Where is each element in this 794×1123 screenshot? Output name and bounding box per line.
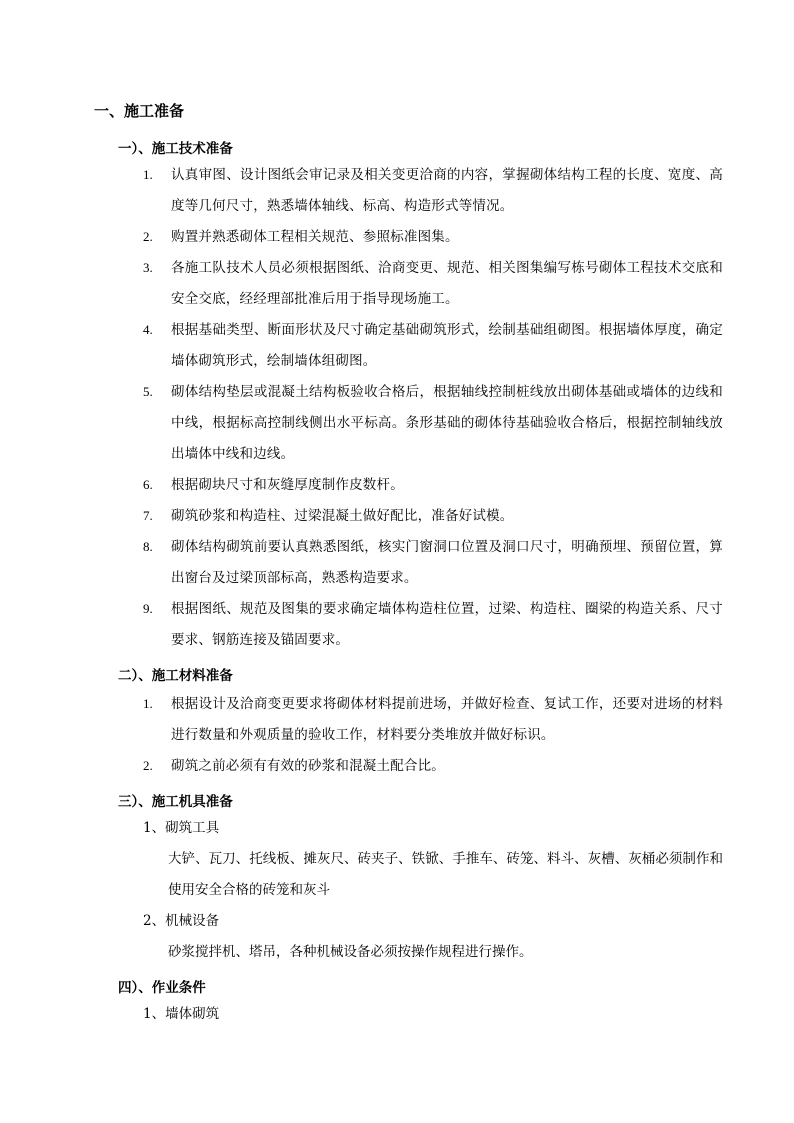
list-item xyxy=(143,501,723,532)
item-number: 6. xyxy=(143,477,153,492)
list-item xyxy=(143,689,723,751)
list-item xyxy=(143,751,723,782)
item-text: 根据基础类型、断面形状及尺寸确定基础砌筑形式，绘制基础组砌图。根据墙体厚度，确定墙体砌筑形式，绘制墙体组砌图。 xyxy=(171,322,723,369)
subsection-label: 2、机械设备 xyxy=(143,913,220,929)
item-text: 砌体结构砌筑前要认真熟悉图纸，核实门窗洞口位置及洞口尺寸，明确预埋、预留位置，算出窗台及过梁顶部标高，熟悉构造要求。 xyxy=(171,539,723,586)
list-item xyxy=(143,160,723,222)
item-text: 根据砌块尺寸和灰缝厚度制作皮数杆。 xyxy=(171,477,404,493)
item-number: 8. xyxy=(143,539,153,554)
list-item xyxy=(143,532,723,594)
item-number: 1. xyxy=(143,167,153,182)
item-text: 认真审图、设计图纸会审记录及相关变更洽商的内容，掌握砌体结构工程的长度、宽度、高度等几何尺寸，熟悉墙体轴线、标高、构造形式等情况。 xyxy=(171,167,723,214)
chapter-title: 一、施工准备 xyxy=(94,102,185,120)
section-heading-materials: 二）、施工材料准备 xyxy=(118,668,233,684)
item-text: 砌筑砂浆和构造柱、过梁混凝土做好配比，准备好试模。 xyxy=(171,508,514,524)
item-number: 1. xyxy=(143,696,153,711)
item-number: 7. xyxy=(143,508,153,523)
list-item xyxy=(143,315,723,377)
subsection-text: 大铲、瓦刀、托线板、摊灰尺、砖夹子、铁锨、手推车、砖笼、料斗、灰槽、灰桶必须制作和使用安全合格的砖笼和灰斗 xyxy=(168,851,723,898)
list-item xyxy=(143,594,723,656)
item-text: 砌筑之前必须有有效的砂浆和混凝土配合比。 xyxy=(171,758,445,774)
list-item xyxy=(143,470,723,501)
subsection-label: 1、砌筑工具 xyxy=(143,820,220,836)
list-item xyxy=(143,377,723,470)
item-number: 2. xyxy=(143,229,153,244)
item-text: 根据设计及洽商变更要求将砌体材料提前进场，并做好检查、复试工作，还要对进场的材料进行数量和外观质量的验收工作，材料要分类堆放并做好标识。 xyxy=(171,696,723,743)
item-text: 各施工队技术人员必须根据图纸、洽商变更、规范、相关图集编写栋号砌体工程技术交底和安全交底，经经理部批准后用于指导现场施工。 xyxy=(171,260,723,307)
list-item xyxy=(143,222,723,253)
item-number: 2. xyxy=(143,758,153,773)
item-text: 根据图纸、规范及图集的要求确定墙体构造柱位置，过梁、构造柱、圈梁的构造关系、尺寸要求、钢筋连接及锚固要求。 xyxy=(171,601,723,648)
list-item xyxy=(143,253,723,315)
section-heading-conditions: 四）、作业条件 xyxy=(118,980,206,996)
item-text: 砌体结构垫层或混凝土结构板验收合格后，根据轴线控制桩线放出砌体基础或墙体的边线和中线，根据标高控制线侧出水平标高。条形基础的砌体待基础验收合格后，根据控制轴线放出墙体中线和边线。 xyxy=(171,384,723,462)
item-number: 4. xyxy=(143,322,153,337)
item-number: 5. xyxy=(143,384,153,399)
section-heading-equipment: 三）、施工机具准备 xyxy=(118,794,233,810)
subsection-text: 砂浆搅拌机、塔吊，各种机械设备必须按操作规程进行操作。 xyxy=(168,944,533,960)
subsection-label: 1、墙体砌筑 xyxy=(143,1006,220,1022)
item-number: 3. xyxy=(143,260,153,275)
item-number: 9. xyxy=(143,601,153,616)
section-heading-technical: 一）、施工技术准备 xyxy=(118,141,233,157)
item-text: 购置并熟悉砌体工程相关规范、参照标准图集。 xyxy=(171,229,459,245)
